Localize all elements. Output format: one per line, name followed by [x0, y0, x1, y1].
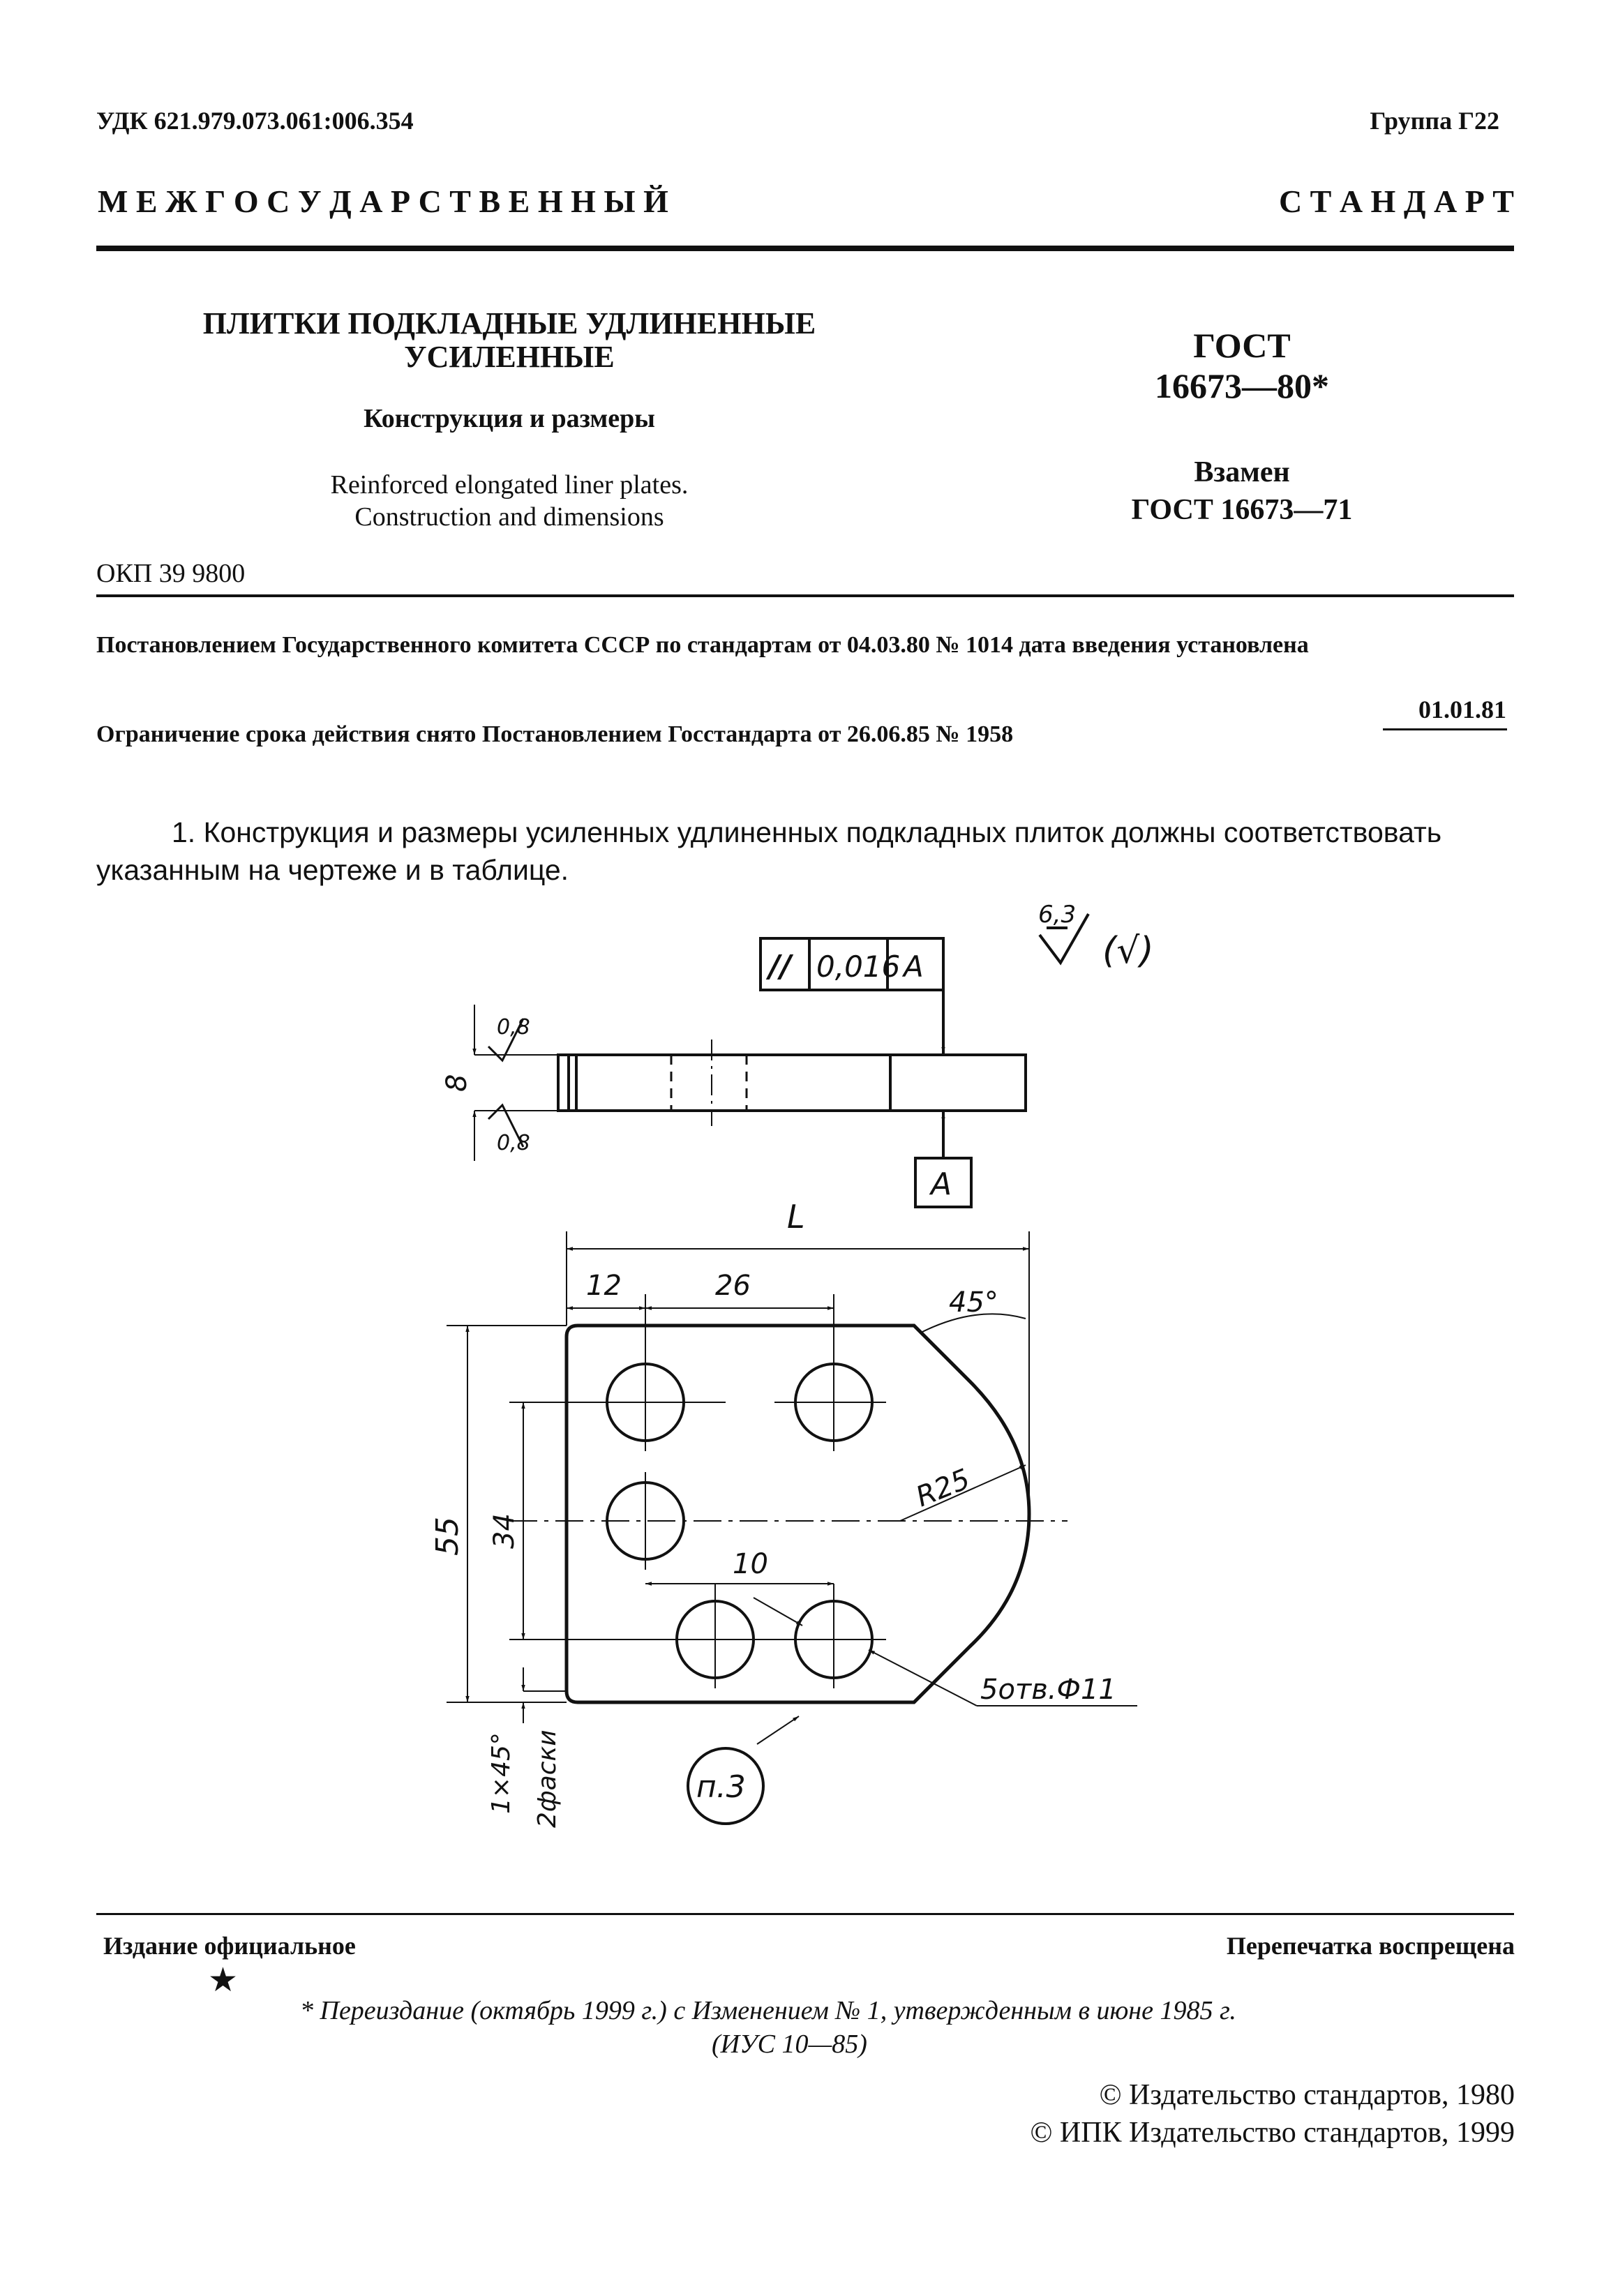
tolerance-value: 0,016 — [816, 950, 901, 984]
copyright-1980: © Издательство стандартов, 1980 — [1099, 2079, 1515, 2111]
star-icon: ★ — [208, 1962, 239, 1999]
udk-code: УДК 621.979.073.061:006.354 — [96, 107, 414, 135]
roughness-value: 6,3 — [1038, 901, 1077, 929]
ref-note: п.3 — [696, 1769, 746, 1805]
dim-34: 34 — [488, 1513, 520, 1549]
holes-note: 5отв.Ф11 — [980, 1674, 1116, 1706]
paragraph-1: 1. Конструкция и размеры усиленных удлиненных подкладных плиток должны соответствовать — [172, 816, 1442, 848]
decree-text: Постановлением Государственного комитета СССР по стандартам от 04.03.80 № 1014 дата введения установлена — [96, 632, 1309, 658]
banner-left: М Е Ж Г О С У Д А Р С Т В Е Н Н Ы Й — [98, 183, 668, 219]
dim-L: L — [787, 1198, 805, 1236]
tolerance-symbol: // — [769, 949, 792, 984]
subtitle: Конструкция и размеры — [364, 404, 655, 433]
banner-right: С Т А Н Д А Р Т — [1278, 183, 1514, 219]
footer-rule — [96, 1913, 1514, 1915]
copyright — [1030, 2076, 1515, 2152]
dim-10: 10 — [733, 1548, 768, 1580]
replaced-number: ГОСТ 16673—71 — [1131, 494, 1353, 526]
chamfer-count: 2фаски — [533, 1729, 562, 1828]
dim-12: 12 — [586, 1270, 622, 1302]
intro-date: 01.01.81 — [1418, 696, 1506, 723]
gost-number: 16673—80* — [1155, 366, 1329, 405]
title-line2: УСИЛЕННЫЕ — [404, 340, 615, 374]
tolerance-datum: A — [904, 950, 924, 984]
english-line2: Construction and dimensions — [354, 502, 664, 532]
roughness-paren: (√) — [1102, 930, 1154, 972]
paragraph-1-cont: указанным на чертеже и в таблице. — [96, 854, 569, 886]
replaces-label: Взамен — [1194, 456, 1290, 488]
title-line1: ПЛИТКИ ПОДКЛАДНЫЕ УДЛИНЕННЫЕ — [202, 306, 816, 340]
copyright-1999: © ИПК Издательство стандартов, 1999 — [1030, 2117, 1515, 2149]
limitation-text: Ограничение срока действия снято Постановлением Госстандарта от 26.06.85 № 1958 — [96, 721, 1014, 747]
okp-code: ОКП 39 9800 — [96, 559, 246, 588]
dim-26: 26 — [715, 1270, 751, 1302]
official-edition: Издание официальное — [103, 1932, 356, 1960]
chamfer-note: 1×45° — [487, 1732, 516, 1814]
roughness-bottom: 0,8 — [497, 1131, 530, 1155]
dim-45deg: 45° — [949, 1286, 998, 1319]
datum-label: A — [931, 1166, 952, 1202]
reissue-note: * Переиздание (октябрь 1999 г.) с Изменением № 1, утвержденным в июне 1985 г. — [300, 1996, 1236, 2025]
ius-note: (ИУС 10—85) — [712, 2029, 867, 2059]
gost-label: ГОСТ — [1193, 326, 1291, 365]
roughness-top: 0,8 — [497, 1015, 530, 1040]
dim-R25: R25 — [911, 1463, 975, 1514]
dim-55: 55 — [430, 1517, 465, 1556]
english-line1: Reinforced elongated liner plates. — [330, 470, 689, 500]
group-label: Группа Г22 — [1370, 107, 1499, 135]
thickness-dim: 8 — [441, 1074, 473, 1092]
no-reprint: Перепечатка воспрещена — [1226, 1932, 1515, 1960]
